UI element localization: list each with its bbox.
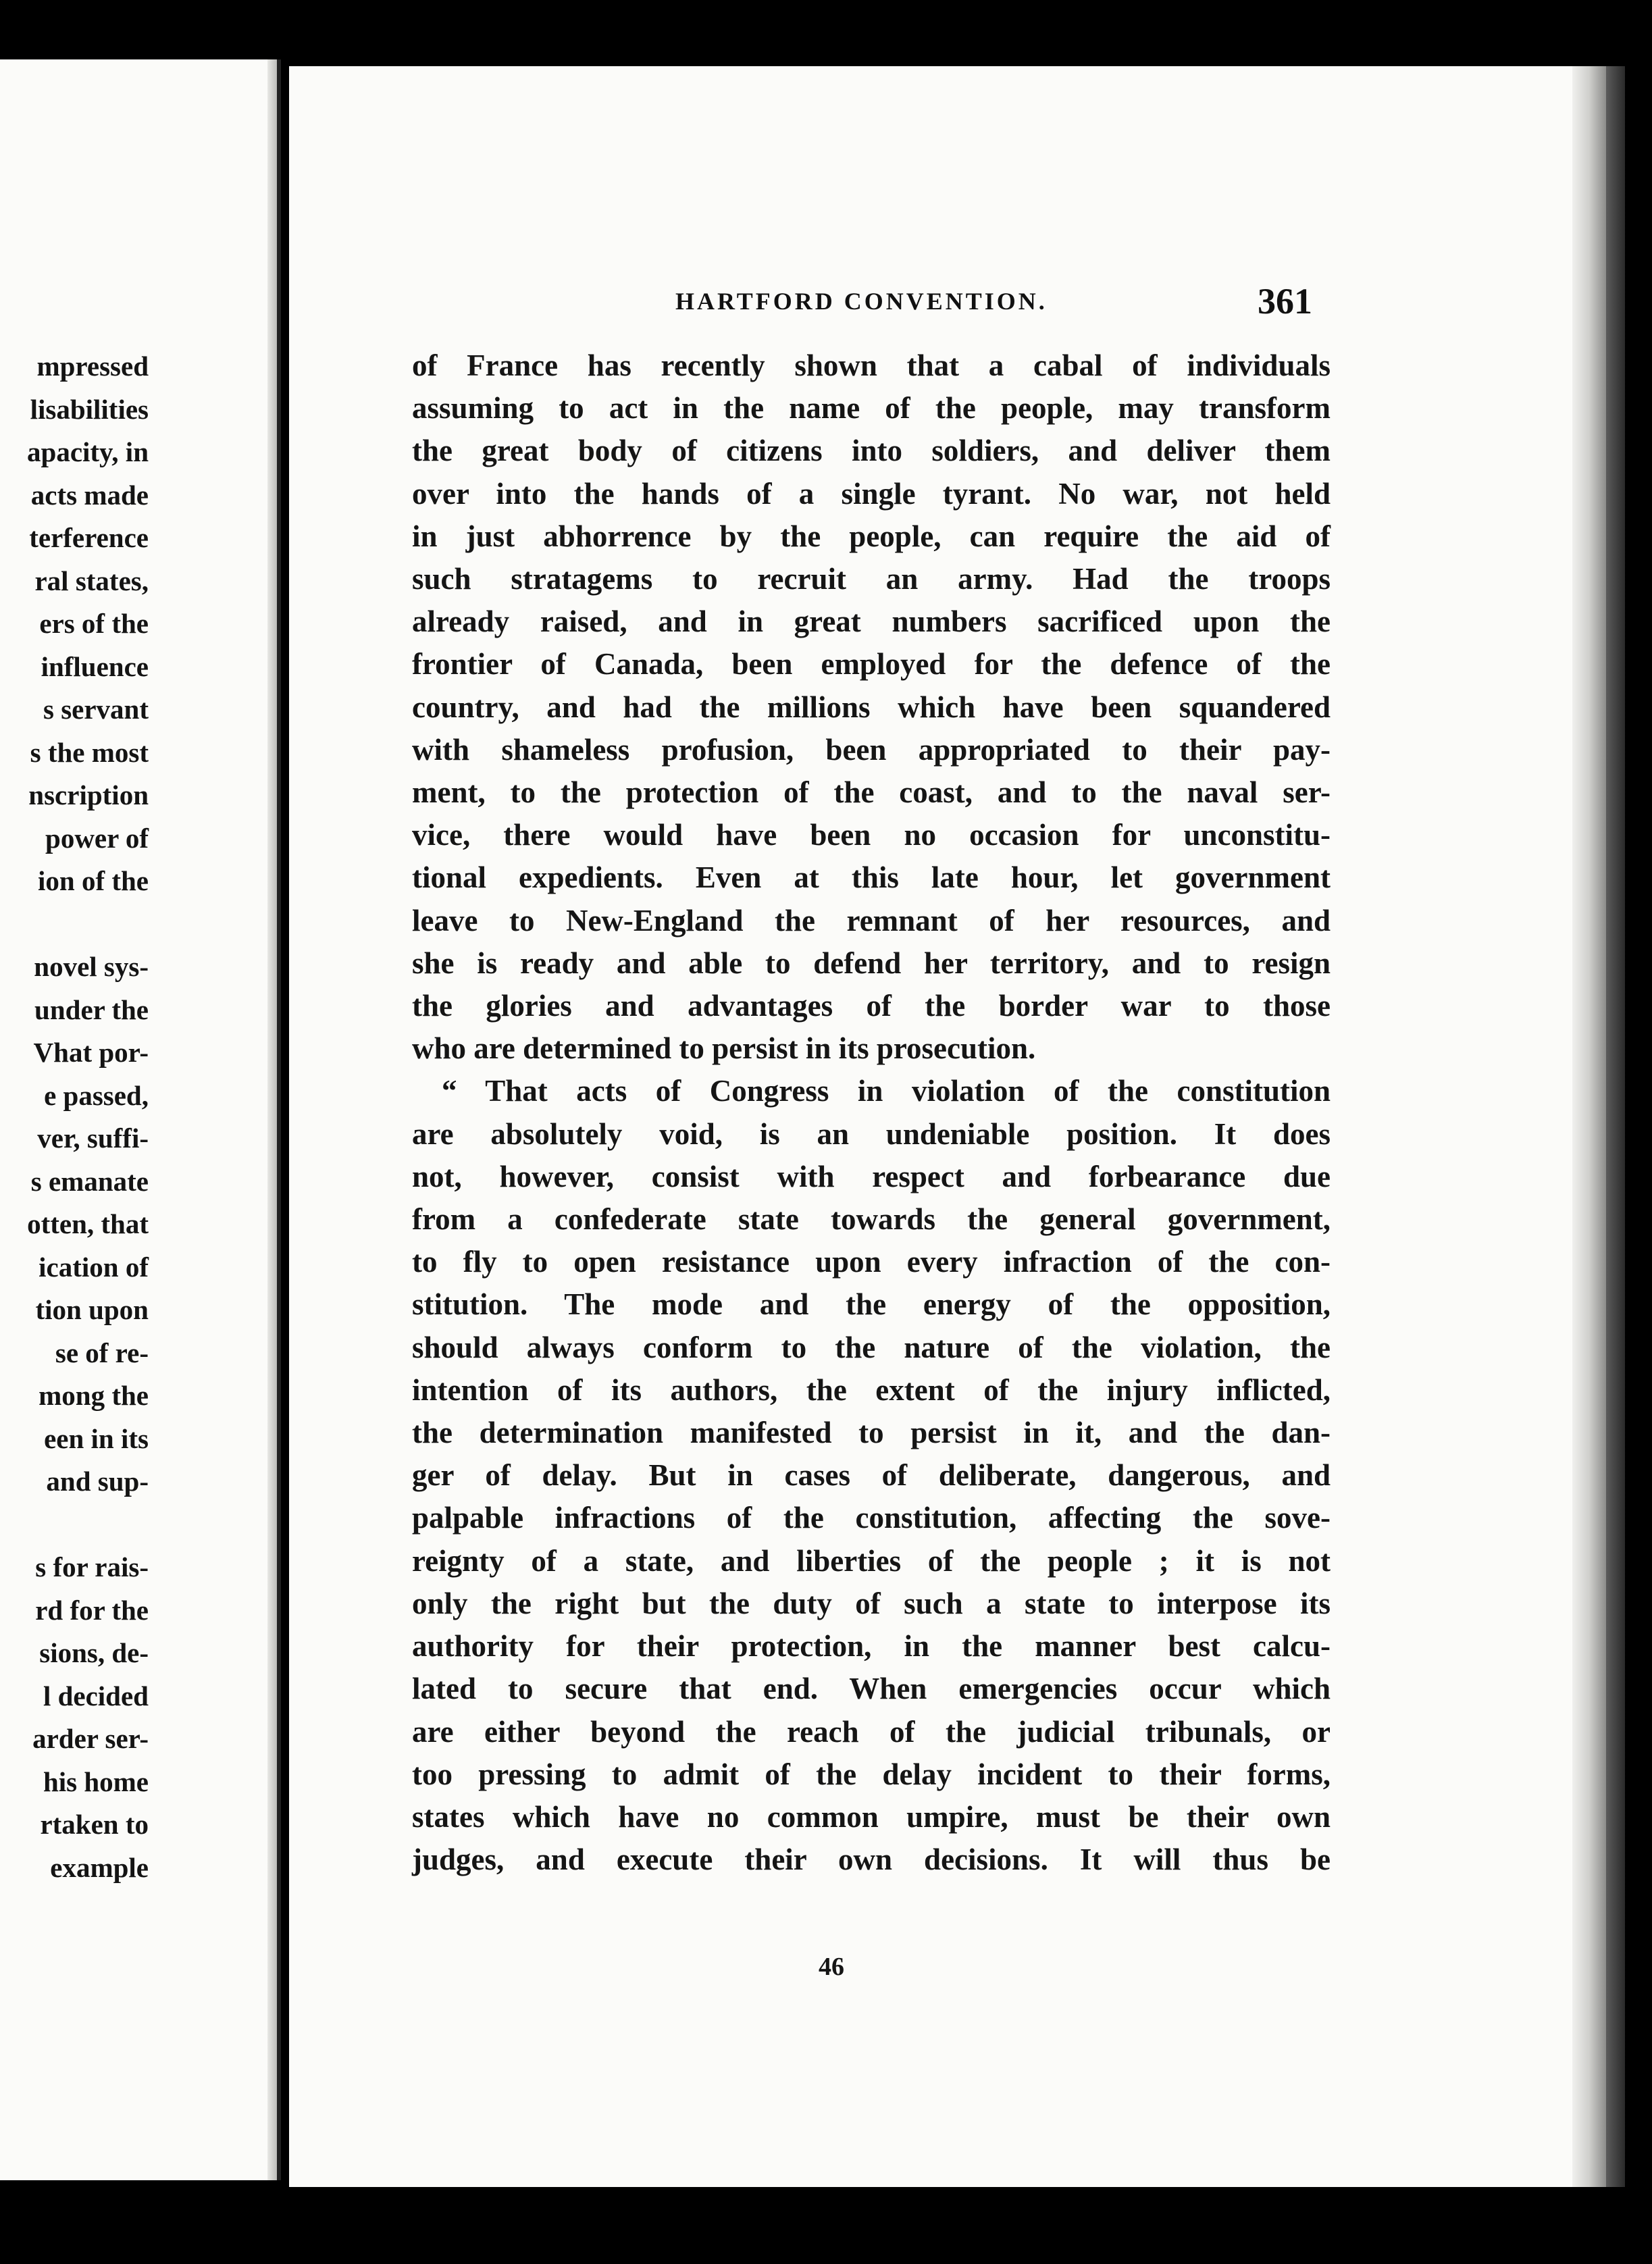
- text-line: are either beyond the reach of the judicial tribunals, or: [412, 1714, 1331, 1749]
- left-page-line: nscription: [28, 779, 149, 811]
- facing-page-left: [0, 59, 281, 2180]
- left-page-line: ver, suffi-: [37, 1123, 149, 1154]
- left-page-line: and sup-: [46, 1466, 149, 1497]
- text-line: she is ready and able to defend her territory, and to resign: [412, 946, 1331, 980]
- text-line: country, and had the millions which have been squandered: [412, 690, 1331, 724]
- left-page-line: e passed,: [44, 1079, 149, 1111]
- left-page-line: s emanate: [30, 1165, 149, 1197]
- left-page-line: s the most: [30, 736, 149, 768]
- text-line: tional expedients. Even at this late hour, let government: [412, 860, 1331, 895]
- text-line: “ That acts of Congress in violation of the constitution: [442, 1074, 1331, 1108]
- text-line: the glories and advantages of the border war to those: [412, 989, 1331, 1023]
- left-page-line: se of re-: [55, 1337, 149, 1368]
- left-page-line: mong the: [38, 1380, 149, 1411]
- left-page-line: otten, that: [27, 1208, 149, 1239]
- left-page-line: Vhat por-: [33, 1037, 149, 1068]
- text-line: palpable infractions of the constitution, affecting the sove-: [412, 1501, 1331, 1535]
- text-line: states which have no common umpire, must be their own: [412, 1799, 1331, 1834]
- text-line: the great body of citizens into soldiers, and deliver them: [412, 434, 1331, 468]
- text-line: stitution. The mode and the energy of the opposition,: [412, 1287, 1331, 1322]
- page-edge: [1572, 66, 1606, 2187]
- body-text: [412, 344, 1331, 1881]
- text-line: such stratagems to recruit an army. Had the troops: [412, 562, 1331, 596]
- text-line: ger of delay. But in cases of deliberate, dangerous, and: [412, 1458, 1331, 1493]
- left-page-line: apacity, in: [27, 436, 149, 467]
- text-line: authority for their protection, in the manner best calcu-: [412, 1629, 1331, 1664]
- text-line: ment, to the protection of the coast, and to the naval ser-: [412, 775, 1331, 810]
- left-page-line: lisabilities: [30, 393, 149, 425]
- left-page-line: rtaken to: [40, 1809, 149, 1840]
- text-line: too pressing to admit of the delay incident to their forms,: [412, 1757, 1331, 1791]
- page-number: 361: [1258, 281, 1312, 321]
- left-page-line: ers of the: [39, 608, 149, 639]
- text-line: of France has recently shown that a cabal of individuals: [412, 349, 1331, 382]
- text-line: who are determined to persist in its prosecution.: [412, 1031, 1036, 1066]
- text-line: intention of its authors, the extent of the injury inflicted,: [412, 1372, 1331, 1407]
- page-gutter: [267, 59, 277, 2180]
- left-page-line: power of: [45, 822, 149, 854]
- text-line: lated to secure that end. When emergencies occur which: [412, 1672, 1331, 1706]
- left-page-line: terference: [29, 522, 149, 553]
- left-page-line: een in its: [44, 1422, 149, 1454]
- text-line: already raised, and in great numbers sacrificed upon the: [412, 604, 1331, 639]
- left-page-line: his home: [43, 1766, 149, 1797]
- left-page-line: s servant: [43, 694, 149, 725]
- left-page-line: influence: [41, 650, 149, 682]
- left-page-line: arder ser-: [32, 1723, 149, 1754]
- text-line: should always conform to the nature of the violation, the: [412, 1330, 1331, 1364]
- text-line: leave to New-England the remnant of her resources, and: [412, 903, 1331, 937]
- left-page-line: l decided: [43, 1680, 149, 1712]
- text-line: reignty of a state, and liberties of the people ; it is not: [412, 1543, 1331, 1578]
- signature-mark: 46: [819, 1953, 844, 1981]
- text-line: with shameless profusion, been appropriated to their pay-: [412, 732, 1331, 767]
- text-line: not, however, consist with respect and forbearance due: [412, 1159, 1331, 1193]
- text-line: from a confederate state towards the general government,: [412, 1202, 1331, 1237]
- text-line: the determination manifested to persist in it, and the dan-: [412, 1416, 1331, 1450]
- text-line: in just abhorrence by the people, can require the aid of: [412, 519, 1331, 553]
- left-page-line: example: [50, 1851, 149, 1883]
- running-header: HARTFORD CONVENTION.: [675, 288, 1048, 315]
- left-page-line: acts made: [30, 479, 149, 511]
- left-page-line: s for rais-: [35, 1551, 149, 1583]
- left-page-line: under the: [34, 994, 149, 1025]
- text-line: assuming to act in the name of the people, may transform: [412, 391, 1331, 426]
- left-page-line: ral states,: [34, 565, 149, 596]
- text-line: vice, there would have been no occasion for unconstitu-: [412, 818, 1331, 852]
- left-page-line: rd for the: [35, 1594, 149, 1626]
- text-line: are absolutely void, is an undeniable position. It does: [412, 1116, 1331, 1151]
- text-line: over into the hands of a single tyrant. No war, not held: [412, 476, 1331, 511]
- text-line: to fly to open resistance upon every infraction of the con-: [412, 1245, 1331, 1279]
- text-line: only the right but the duty of such a state to interpose its: [412, 1586, 1331, 1620]
- left-page-line: ion of the: [38, 865, 149, 896]
- text-line: judges, and execute their own decisions. It will thus be: [412, 1843, 1331, 1877]
- left-page-line: mpressed: [36, 351, 149, 382]
- left-page-line: tion upon: [35, 1294, 149, 1325]
- left-page-line: sions, de-: [39, 1637, 149, 1668]
- left-page-line: ication of: [38, 1251, 149, 1283]
- left-page-line: novel sys-: [34, 951, 149, 982]
- text-line: frontier of Canada, been employed for the defence of the: [412, 647, 1331, 681]
- book-edge: [1606, 66, 1625, 2187]
